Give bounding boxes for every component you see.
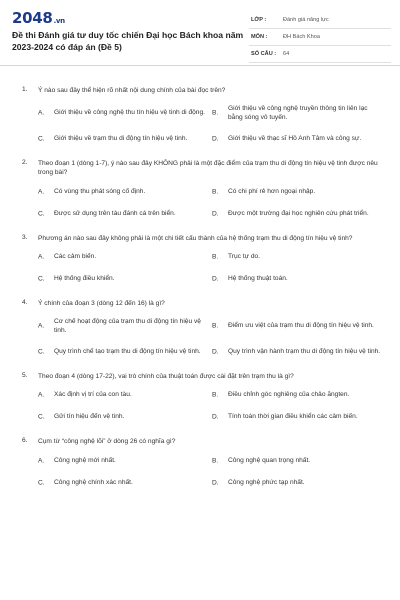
option-c[interactable] (38, 133, 212, 145)
option-text: Công nghệ chính xác nhất. (54, 478, 133, 486)
meta-key: LỚP : (251, 17, 267, 23)
option-c[interactable] (38, 208, 212, 220)
answer-options (38, 317, 384, 358)
question-1 (0, 86, 400, 145)
option-letter: C. (38, 413, 45, 421)
option-letter: A. (38, 253, 45, 261)
option-letter: A. (38, 322, 45, 330)
option-text: Công nghệ mới nhất. (54, 456, 116, 464)
option-letter: C. (38, 479, 45, 486)
option-text: Tính toán thời gian điều khiển các cảm biến. (228, 413, 358, 421)
meta-key: MÔN : (251, 34, 268, 40)
exam-title: Đề thi Đánh giá tư duy tốc chiến Đại học Bách khoa năm 2023-2024 có đáp án (Đề 5) (12, 30, 244, 52)
question-5 (0, 372, 400, 424)
option-letter: B. (212, 188, 219, 195)
question-number: 4. (22, 299, 28, 306)
option-text: Quy trình chế tạo trạm thu di động tín hiệu vệ tinh. (54, 347, 201, 355)
option-letter: A. (38, 188, 45, 195)
option-a[interactable] (38, 455, 212, 467)
question-number: 6. (22, 437, 28, 444)
answer-options (38, 455, 384, 489)
question-6 (0, 437, 400, 489)
option-text: Trục tự do. (228, 253, 261, 261)
answer-options (38, 251, 384, 285)
option-letter: A. (38, 391, 45, 399)
option-text: Giới thiệu về trạm thu di động tín hiệu vệ tinh. (54, 134, 188, 142)
page-header (0, 0, 400, 66)
question-text: Theo đoạn 4 (dòng 17-22), vai trò chính của thuật toán được cài đặt trên trạm thu là gì? (38, 372, 294, 380)
question-number: 5. (22, 371, 28, 379)
meta-value: 64 (283, 51, 290, 57)
option-text: Có vùng thu phát sóng cố định. (54, 187, 146, 195)
question-text: Phương án nào sau đây không phải là một chi tiết cấu thành của hệ thống trạm thu di động tín hiệu vệ tinh? (38, 234, 353, 242)
option-text: Hệ thống thuật toán. (228, 275, 288, 283)
logo-sub: .vn (53, 17, 65, 25)
option-text: Điều chỉnh góc nghiêng của chảo ăngten. (228, 391, 350, 399)
option-letter: C. (38, 210, 45, 217)
option-letter: D. (212, 413, 219, 421)
option-letter: B. (212, 109, 219, 117)
question-text: Ý chính của đoạn 3 (dòng 12 đến 16) là gì? (38, 300, 165, 307)
option-a[interactable] (38, 317, 212, 336)
option-b[interactable] (212, 317, 382, 336)
option-text: Công nghệ quan trọng nhất. (228, 456, 311, 464)
option-text: Cơ chế hoạt động của trạm thu di động tín hiệu vệ tinh. (54, 317, 201, 334)
question-list (0, 72, 400, 489)
option-letter: A. (38, 457, 45, 464)
option-b[interactable] (212, 186, 382, 198)
option-text: Công nghệ phức tạp nhất. (228, 478, 305, 486)
question-number: 2. (22, 158, 28, 166)
option-text: Xác định vị trí của con tàu. (54, 391, 132, 399)
option-b[interactable] (212, 389, 382, 401)
option-letter: D. (212, 348, 219, 355)
option-d[interactable] (212, 208, 382, 220)
question-3 (0, 234, 400, 286)
option-a[interactable] (38, 251, 212, 263)
option-d[interactable] (212, 273, 382, 285)
option-text: Giới thiệu về công nghệ thu tín hiệu vệ tinh di động. (54, 109, 205, 117)
option-text: Hệ thống điều khiển. (54, 275, 115, 283)
option-d[interactable] (212, 411, 382, 423)
question-number: 1. (22, 86, 28, 93)
option-c[interactable] (38, 346, 212, 358)
meta-row-subject (249, 31, 391, 46)
option-a[interactable] (38, 186, 212, 198)
option-d[interactable] (212, 477, 382, 489)
option-letter: B. (212, 322, 219, 330)
logo-main: 2048 (12, 9, 53, 27)
exam-meta (249, 14, 391, 65)
option-text: Điểm ưu việt của trạm thu di động tín hiệu vệ tinh. (228, 322, 374, 330)
option-letter: D. (212, 479, 219, 486)
option-text: Gửi tín hiệu đến vệ tinh. (54, 413, 125, 421)
option-a[interactable] (38, 104, 212, 123)
option-letter: C. (38, 275, 45, 283)
option-letter: D. (212, 275, 219, 283)
option-letter: A. (38, 109, 45, 117)
option-letter: B. (212, 391, 219, 399)
option-d[interactable] (212, 346, 382, 358)
meta-value: ĐH Bách Khoa (283, 34, 321, 40)
meta-row-count (249, 48, 391, 63)
option-text: Quy trình vận hành trạm thu di động tín hiệu vệ tinh. (228, 347, 381, 355)
option-text: Các cảm biến. (54, 253, 97, 261)
option-c[interactable] (38, 477, 212, 489)
option-text: Giới thiệu về công nghệ truyền thông tin liên lạc bằng sóng vô tuyến. (228, 104, 368, 121)
option-letter: B. (212, 457, 219, 464)
option-b[interactable] (212, 251, 382, 263)
meta-value: Đánh giá năng lực (283, 17, 329, 23)
option-b[interactable] (212, 455, 382, 467)
question-2 (0, 159, 400, 220)
option-letter: D. (212, 135, 219, 142)
option-c[interactable] (38, 273, 212, 285)
question-text: Cụm từ “công nghệ lõi” ở dòng 26 có nghĩa gì? (38, 438, 176, 445)
option-b[interactable] (212, 104, 382, 123)
option-text: Giới thiệu về thạc sĩ Hồ Anh Tâm và công sự. (228, 134, 362, 142)
option-letter: D. (212, 210, 219, 217)
answer-options (38, 389, 384, 423)
option-letter: C. (38, 348, 45, 355)
option-text: Được sử dụng trên tàu đánh cá trên biển. (54, 209, 176, 217)
meta-key: SỐ CÂU : (251, 51, 277, 57)
option-text: Có chi phí rẻ hơn ngoại nhập. (228, 187, 316, 195)
answer-options (38, 186, 384, 220)
option-d[interactable] (212, 133, 382, 145)
option-text: Được một trường đại học nghiên cứu phát triển. (228, 209, 369, 217)
question-number: 3. (22, 233, 28, 241)
site-logo[interactable] (12, 9, 65, 27)
option-letter: B. (212, 253, 219, 261)
option-c[interactable] (38, 411, 212, 423)
meta-row-class (249, 14, 391, 29)
question-text: Ý nào sau đây thể hiện rõ nhất nội dung chính của bài đọc trên? (38, 87, 226, 94)
question-text: Theo đoạn 1 (dòng 1-7), ý nào sau đây KHÔNG phải là một đặc điểm của trạm thu di động tín hiệu vệ tinh được nêu trong bài? (38, 159, 378, 176)
option-letter: C. (38, 135, 45, 142)
question-4 (0, 299, 400, 358)
option-a[interactable] (38, 389, 212, 401)
answer-options (38, 104, 384, 145)
